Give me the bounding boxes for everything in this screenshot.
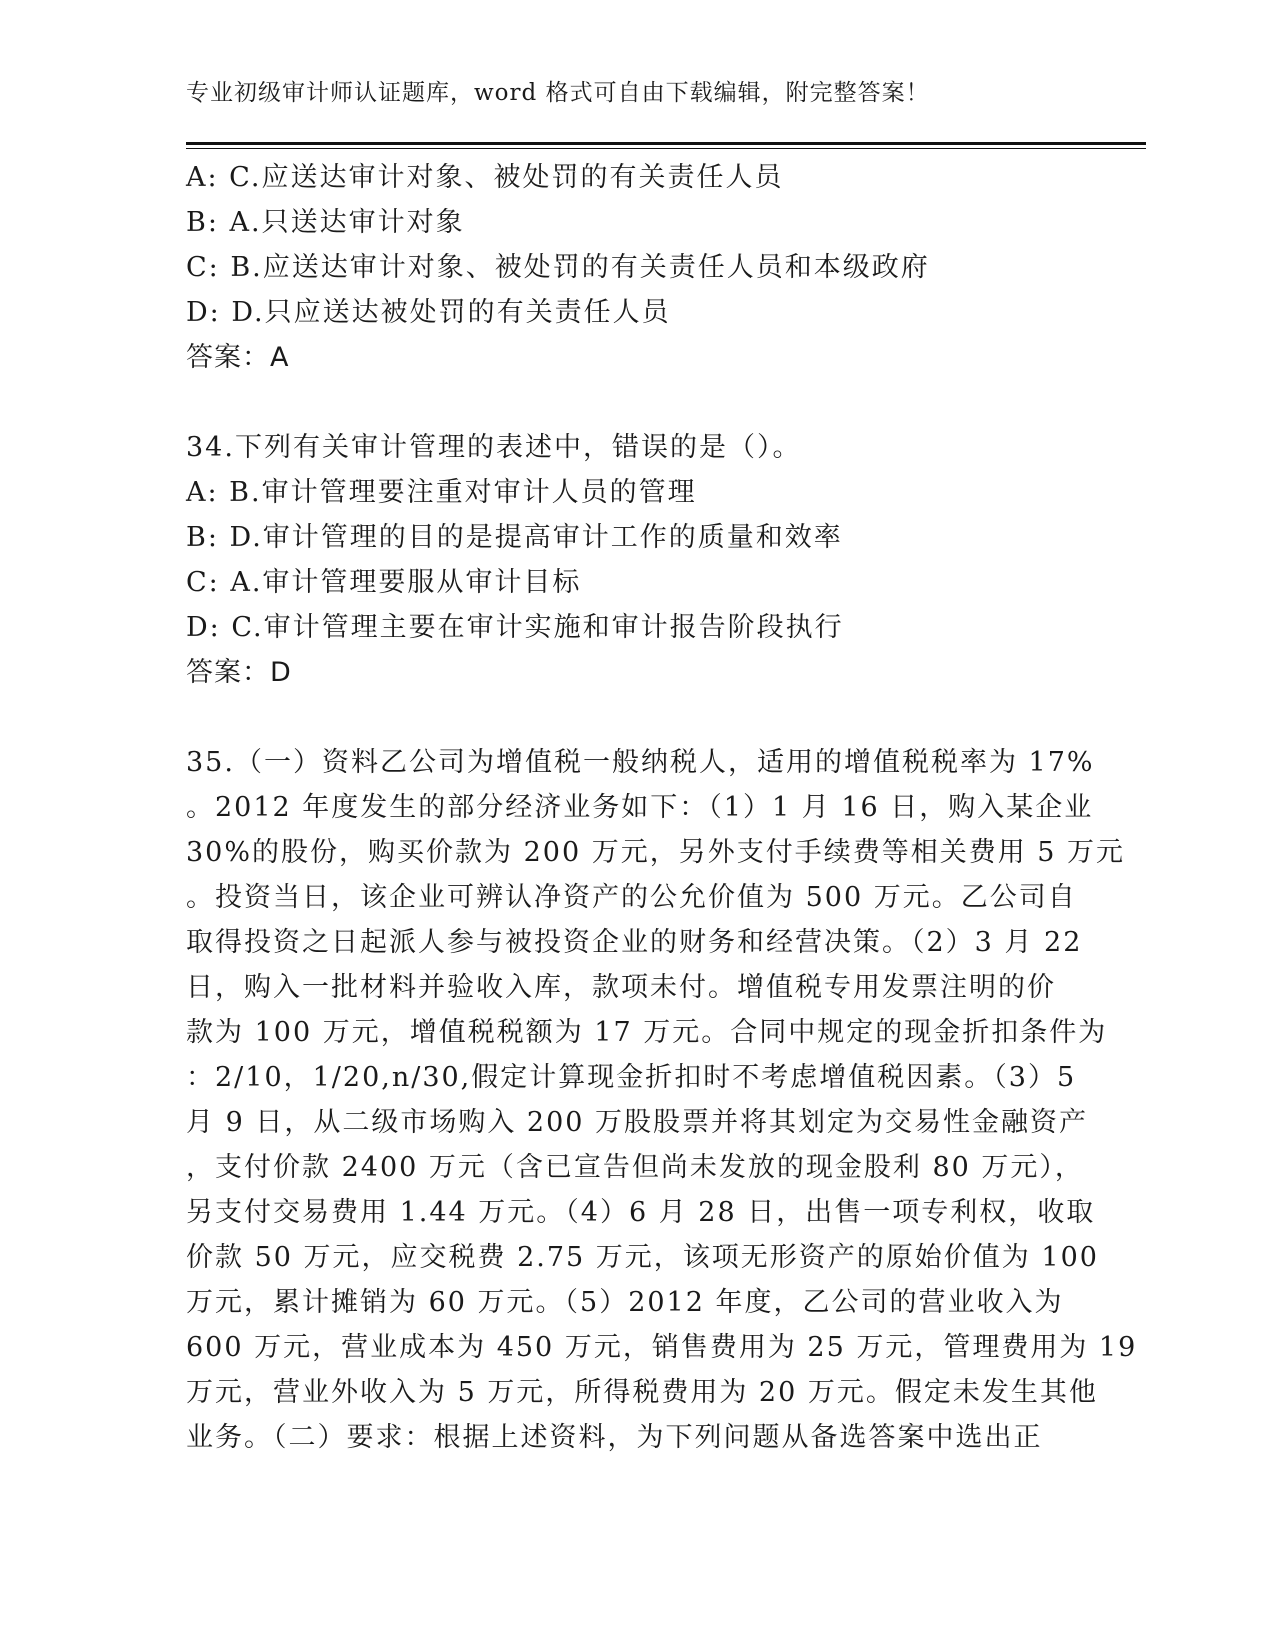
q35-line: 。投资当日，该企业可辨认净资产的公允价值为 500 万元。乙公司自 [186, 882, 1077, 913]
question-35-paragraph [186, 740, 1138, 1460]
q35-line: ，支付价款 2400 万元（含已宣告但尚未发放的现金股利 80 万元）， [186, 1152, 1084, 1183]
q34-answer: 答案：D [186, 657, 292, 688]
q33-option-b: B: A.只送达审计对象 [186, 207, 465, 238]
q35-line: 30%的股份，购买价款为 200 万元，另外支付手续费等相关费用 5 万元 [186, 837, 1126, 868]
q34-option-a: A: B.审计管理要注重对审计人员的管理 [186, 477, 697, 508]
header-rule-thick [186, 142, 1146, 145]
q34-question: 34.下列有关审计管理的表述中，错误的是（）。 [186, 432, 802, 463]
q35-line: ：2/10，1/20,n/30,假定计算现金折扣时不考虑增值税因素。（3）5 [186, 1062, 1077, 1093]
spacer [186, 380, 1066, 425]
q35-line: 万元，营业外收入为 5 万元，所得税费用为 20 万元。假定未发生其他 [186, 1377, 1098, 1408]
q34-option-d: D: C.审计管理主要在审计实施和审计报告阶段执行 [186, 612, 844, 643]
page-header: 专业初级审计师认证题库，word 格式可自由下载编辑，附完整答案！ [186, 80, 930, 106]
document-body [186, 155, 1138, 1460]
header-rule-thin [186, 148, 1146, 149]
q35-line: 。2012 年度发生的部分经济业务如下：（1）1 月 16 日，购入某企业 [186, 792, 1094, 823]
q34-option-b: B: D.审计管理的目的是提高审计工作的质量和效率 [186, 522, 843, 553]
q35-line: 600 万元，营业成本为 450 万元，销售费用为 25 万元，管理费用为 19 [186, 1332, 1138, 1363]
q35-line: 取得投资之日起派人参与被投资企业的财务和经营决策。（2）3 月 22 [186, 927, 1083, 958]
q35-line: 价款 50 万元，应交税费 2.75 万元，该项无形资产的原始价值为 100 [186, 1242, 1099, 1273]
question-33-block [186, 155, 1066, 380]
q33-answer: 答案：A [186, 342, 290, 373]
q33-option-c: C: B.应送达审计对象、被处罚的有关责任人员和本级政府 [186, 252, 930, 283]
q35-line: 万元，累计摊销为 60 万元。（5）2012 年度，乙公司的营业收入为 [186, 1287, 1064, 1318]
q34-option-c: C: A.审计管理要服从审计目标 [186, 567, 582, 598]
spacer [186, 695, 1066, 740]
q33-option-a: A: C.应送达审计对象、被处罚的有关责任人员 [186, 162, 784, 193]
q35-line: 业务。（二）要求：根据上述资料，为下列问题从备选答案中选出正 [186, 1422, 1043, 1453]
q35-line: 35.（一）资料乙公司为增值税一般纳税人，适用的增值税税率为 17% [186, 747, 1095, 778]
q35-line: 款为 100 万元，增值税税额为 17 万元。合同中规定的现金折扣条件为 [186, 1017, 1108, 1048]
q35-line: 日，购入一批材料并验收入库，款项未付。增值税专用发票注明的价 [186, 972, 1056, 1003]
q35-line: 另支付交易费用 1.44 万元。（4）6 月 28 日，出售一项专利权，收取 [186, 1197, 1096, 1228]
question-34-block [186, 425, 1066, 695]
q35-line: 月 9 日，从二级市场购入 200 万股股票并将其划定为交易性金融资产 [186, 1107, 1089, 1138]
q33-option-d: D: D.只应送达被处罚的有关责任人员 [186, 297, 671, 328]
